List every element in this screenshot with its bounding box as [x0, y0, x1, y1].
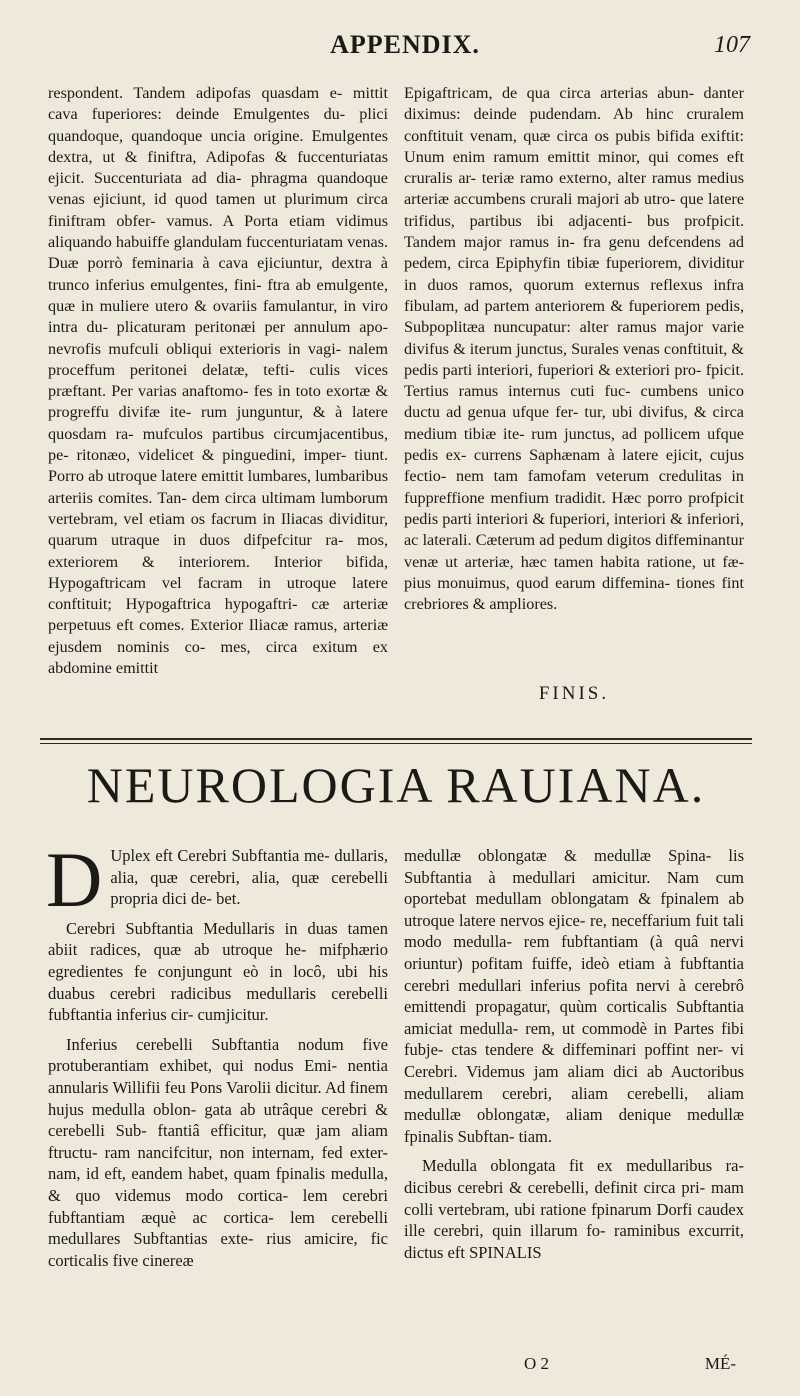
paragraph: medullæ oblongatæ & medullæ Spina- lis Subftantia à medullari amicitur. Nam cum oportebat medullam oblongatam & fpinalem ab utroque latere nervos ejice- re, neceffarium fuit tali modo medulla- rem fubftantiam (à quâ nervi oriuntur) pofitam fuiffe, ideò etiam à fubftantia cerebri medullari inferius pofita nervi à cerebrô emittendi propagatur, quùm corticalis Subftantia amiciat medulla- rem, ut commodè in Partes fibi fubje- ctas tendere & diffeminari poffint ner- vi Cerebri. Videmus jam aliam dici ab Auctoribus medullarem cerebri, aliam cerebelli, aliam medullæ oblongatæ, aliam denique medullæ fpinalis Subftan- tiam.	[404, 846, 744, 1146]
bottom-right-column	[404, 845, 744, 1263]
top-right-column	[404, 83, 744, 615]
section-divider-thin	[40, 743, 752, 744]
section-divider-thick	[40, 738, 752, 740]
dropcap-initial: D	[46, 836, 103, 923]
section-title: NEUROLOGIA RAUIANA.	[86, 757, 706, 813]
finis-mark: FINIS.	[538, 683, 610, 704]
paragraph: Epigaftricam, de qua circa arterias abun- danter diximus: deinde pudendam. Ab hinc cruralem conftituit venam, quæ circa os pubis bifida exiftit: Unum enim ramum emittit minor, qui comes eft cruralis ar- teriæ ramo externo, alter ramus medius arteriæ accumbens crurali majori ab utro- que latere trifidus, partibus ibi adjacenti- bus profpicit. Tandem major ramus in- fra genu defcendens ad pedem, circa Epiphyfin tibiæ fuperiorem, dividitur in duos ramos, quorum externus reflexus infra fibulam, ad partem anteriorem & fuperiorem pedis, Subpoplitæa nuncupatur: alter ramus major varie divifus & iterum junctus, Surales venas conftituit, & pedis parti interiori, fuperiori & exteriori pro- fpicit. Tertius ramus internus cuti fuc- cumbens unico ductu ad genua ufque fer- tur, ubi divifus, & circa medium tibiæ ite- rum junctus, ad pollicem ufque pedis ex- currens Saphænam à latere ejicit, cujus fectio- nem tam famofam veterum credulitas in fuppreffione menfium tradidit. Hæc porro profpicit pedis parti interiori & fuperiori, interiori & inferiori, ac laterali. Cæterum ad pedum digitos diffeminantur venæ ut arteriæ, hæc tamen habita ratione, ut fæ- pius monuimus, quod earum diffemina- tiones fint crebriores & ampliores.	[404, 84, 744, 614]
page-number: 107	[714, 32, 750, 58]
paragraph-text: Uplex eft Cerebri Subftantia me- dullaris, alia, quæ cerebri, alia, quæ cerebelli propria dici de- bet.	[110, 846, 388, 909]
bottom-left-column	[46, 836, 388, 1271]
running-header	[60, 30, 750, 70]
signature-mark: O 2	[524, 1354, 550, 1373]
paragraph: Cerebri Subftantia Medullaris in duas tamen abiit radices, quæ ab utroque he- mifphærio egredientes fe conjungunt eò in locô, ubi his duabus cerebri radicibus medullaris cerebelli fubftantia inferius cir- cumjicitur.	[48, 918, 388, 1025]
paragraph: Inferius cerebelli Subftantia nodum five protuberantiam exhibet, qui nodus Emi- nentia annularis Willifii feu Pons Varolii dicitur. Ad finem hujus medulla oblon- gata ab utrâque cerebri & cerebelli Sub- ftantiâ efficitur, quæ jam aliam ftructu- ram nancifcitur, non internam, fed exter- nam, id eft, eandem habet, quam fpinalis medulla, & quo videmus modo cortica- lem cerebri fubftantiam æquè ac cortica- lem cerebelli medullares Subftantias exte- rius amicire, fic corticalis five cinereæ	[48, 1034, 388, 1270]
paragraph-with-dropcap	[46, 836, 388, 923]
catchword: MÉ-	[704, 1354, 736, 1373]
running-title: APPENDIX.	[330, 30, 480, 59]
paragraph: Medulla oblongata fit ex medullaribus ra- dicibus cerebri & cerebelli, definit circa pri- mam colli vertebram, ubi ratione fpinarum Dorfi caudex ille cerebri, quin illarum fo- raminibus excurrit, dictus eft SPINALIS	[404, 1156, 744, 1262]
top-left-column	[48, 83, 388, 679]
paragraph: respondent. Tandem adipofas quasdam e- mittit cava fuperiores: deinde Emulgentes du- plici quandoque, quandoque uncia origine. Emulgentes dextra, ut & finiftra, Adipofas & fuccenturiatas ejicit. Succenturiata ad dia- phragma quandoque venas ejiciunt, id quod tamen ut plurimum circa finiftram obfer- vamus. A Porta etiam vidimus aliquando habuiffe glandulam fuccenturiatam venas. Duæ porrò feminaria à cava ejiciuntur, dextra à trunco inferius emulgentes, fini- ftra ab emulgente, quæ in muliere utero & ovariis famulantur, in viro intra du- plicaturam peritonæi per annulum apo- nevrofis mufculi obliqui exterioris in vagi- nalem proceffum peritonei delatæ, tefti- culis vices præftant. Per varias anaftomo- fes in toto exortæ & progreffu divifæ ite- rum junguntur, & à latere quosdam ra- mufculos partibus circumjacentibus, pe- ritonæo, videlicet & pinguedini, imper- tiunt. Porro ab utroque latere emittit lumbares, lumbaribus arteriis comites. Tan- dem circa ultimam lumborum vertebram, vel etiam os facrum in Iliacas dividitur, quarum utraque in duos difpefcitur ra- mos, exteriorem & interiorem. Interior bifida, Hypogaftricam vel facram in utroque latere conftituit; Hypogaftrica hypogaftri- cæ arteriæ perpetuus eft comes. Exterior Iliacæ ramus, arteriæ ejusdem nominis co- mes, circa exitum ex abdomine emittit	[48, 84, 388, 678]
